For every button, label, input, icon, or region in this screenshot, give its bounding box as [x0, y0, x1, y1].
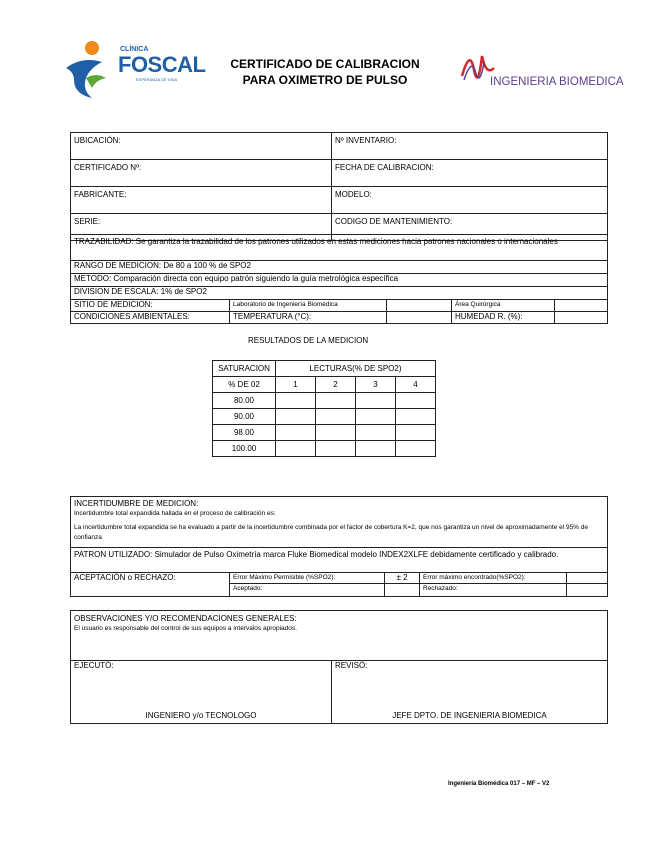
- saturacion-header: SATURACION: [213, 361, 276, 377]
- metodo-text: METODO: Comparación directa con equipo patrón siguiendo la guía metrológica específica: [71, 274, 608, 287]
- error-encontrado-input[interactable]: [567, 573, 608, 584]
- sitio-area-option[interactable]: Área Quirúrgica: [452, 300, 555, 312]
- foscal-figure-icon: [62, 38, 110, 100]
- inventario-field[interactable]: Nº INVENTARIO:: [332, 133, 608, 160]
- reading-cell[interactable]: [355, 393, 395, 409]
- temperatura-input[interactable]: [387, 312, 452, 324]
- footer-code: Ingeniería Biomédica 017 – MF – V2: [448, 781, 550, 787]
- ingeniero-label: INGENIERO y/o TECNOLOGO: [145, 711, 257, 720]
- title-line1: CERTIFICADO DE CALIBRACION: [230, 57, 420, 71]
- division-text: DIVISION DE ESCALA: 1% de SPO2: [71, 287, 608, 300]
- info-table: [70, 132, 608, 241]
- table-row: [213, 409, 436, 425]
- aceptacion-label: ACEPTACIÓN o RECHAZO:: [71, 573, 230, 597]
- jefe-label: JEFE DPTO. DE INGENIERIA BIOMEDICA: [392, 711, 547, 720]
- error-encontrado-label: Error máximo encontrado(%SPO2):: [420, 573, 567, 584]
- table-row: [213, 441, 436, 457]
- uncertainty-table: [70, 496, 608, 597]
- reading-cell[interactable]: [395, 393, 435, 409]
- sitio-area-checkbox[interactable]: [555, 300, 608, 312]
- results-title: RESULTADOS DE LA MEDICION: [248, 336, 369, 345]
- reading-cell[interactable]: [276, 409, 316, 425]
- saturation-value: 98.00: [213, 425, 276, 441]
- rango-text: RANGO DE MEDICION: De 80 a 100 % de SPO2: [71, 261, 608, 274]
- observations-text: El usuario es responsable del control de sus equipos a intervalos apropiados.: [74, 625, 297, 632]
- reading-cell[interactable]: [315, 393, 355, 409]
- col-header: 2: [315, 377, 355, 393]
- fecha-field[interactable]: FECHA DE CALIBRACION:: [332, 160, 608, 187]
- foscal-logo: [62, 38, 206, 100]
- reviso-label: REVISÓ:: [335, 661, 368, 670]
- table-row: [213, 393, 436, 409]
- condiciones-label: CONDICIONES AMBIENTALES:: [71, 312, 230, 324]
- aceptado-checkbox[interactable]: [385, 584, 420, 597]
- sitio-lab-checkbox[interactable]: [387, 300, 452, 312]
- sitio-label: SITIO DE MEDICION:: [71, 300, 230, 312]
- trazabilidad-text: TRAZABILIDAD: Se garantiza la trazabilidad de los patrones utilizados en estas mediciones hacia patrones nacionales o internacionales: [71, 235, 608, 261]
- patron-text: PATRON UTILIZADO: Simulador de Pulso Oximetría marca Fluke Biomedical modelo INDEX2XLFE debidamente certificado y calibrado.: [71, 548, 608, 573]
- col-header: 4: [395, 377, 435, 393]
- observations-title: OBSERVACIONES Y/O RECOMENDACIONES GENERALES:: [74, 614, 297, 623]
- foscal-clinica-text: CLÍNICA: [120, 46, 149, 53]
- foscal-name-text: FOSCAL: [118, 52, 206, 77]
- codigo-field[interactable]: CODIGO DE MANTENIMIENTO:: [332, 214, 608, 241]
- title-line2: PARA OXIMETRO DE PULSO: [242, 73, 408, 87]
- saturation-value: 90.00: [213, 409, 276, 425]
- uncertainty-line1: Incertidumbre total expandida hallada en el proceso de calibración es:: [74, 510, 276, 517]
- rechazado-checkbox[interactable]: [567, 584, 608, 597]
- observations-table: [70, 610, 608, 724]
- saturation-value: 100.00: [213, 441, 276, 457]
- reading-cell[interactable]: [355, 409, 395, 425]
- col-header: 3: [355, 377, 395, 393]
- modelo-field[interactable]: MODELO:: [332, 187, 608, 214]
- results-table: [212, 360, 436, 457]
- page-title: [215, 56, 435, 88]
- reading-cell[interactable]: [276, 441, 316, 457]
- humedad-label: HUMEDAD R. (%):: [452, 312, 555, 324]
- rechazado-label: Rechazado:: [420, 584, 567, 597]
- reading-cell[interactable]: [276, 393, 316, 409]
- ejecuto-label: EJECUTÓ:: [74, 661, 114, 670]
- temperatura-label: TEMPERATURA (°C):: [230, 312, 387, 324]
- uncertainty-line2: La incertidumbre total expandida se ha evaluado a partir de la incertidumbre combinada por el factor de cobertura K=2, que nos garantiza un nivel de aproximadamente el 95% de confianza: [74, 524, 588, 541]
- reading-cell[interactable]: [395, 441, 435, 457]
- unit-header: % DE 02: [213, 377, 276, 393]
- reading-cell[interactable]: [315, 425, 355, 441]
- lecturas-header: LECTURAS(% DE SPO2): [276, 361, 436, 377]
- method-table: [70, 234, 608, 324]
- serie-field[interactable]: SERIE:: [71, 214, 332, 241]
- reading-cell[interactable]: [355, 441, 395, 457]
- uncertainty-title: INCERTIDUMBRE DE MEDICION:: [74, 499, 199, 508]
- certificado-field[interactable]: CERTIFICADO Nº:: [71, 160, 332, 187]
- ejecuto-signature-box[interactable]: [71, 661, 332, 724]
- aceptado-label: Aceptado:: [230, 584, 385, 597]
- table-row: [213, 425, 436, 441]
- reading-cell[interactable]: [395, 409, 435, 425]
- reading-cell[interactable]: [355, 425, 395, 441]
- uncertainty-block: [71, 497, 608, 548]
- reading-cell[interactable]: [315, 441, 355, 457]
- humedad-input[interactable]: [555, 312, 608, 324]
- foscal-tagline-text: ESPERANZA DE VIDA: [136, 77, 178, 82]
- saturation-value: 80.00: [213, 393, 276, 409]
- reviso-signature-box[interactable]: [332, 661, 608, 724]
- error-permisible-value: ± 2: [385, 573, 420, 584]
- sitio-lab-option[interactable]: Laboratorio de Ingeniería Biomédica: [230, 300, 387, 312]
- fabricante-field[interactable]: FABRICANTE:: [71, 187, 332, 214]
- biomedica-name-text: INGENIERIA BIOMEDICA: [490, 76, 624, 88]
- observations-block: [71, 611, 608, 661]
- reading-cell[interactable]: [315, 409, 355, 425]
- col-header: 1: [276, 377, 316, 393]
- ubicacion-field[interactable]: UBICACIÓN:: [71, 133, 332, 160]
- reading-cell[interactable]: [276, 425, 316, 441]
- biomedica-logo: [460, 46, 624, 94]
- error-permisible-label: Error Máximo Permisible (%SPO2):: [230, 573, 385, 584]
- reading-cell[interactable]: [395, 425, 435, 441]
